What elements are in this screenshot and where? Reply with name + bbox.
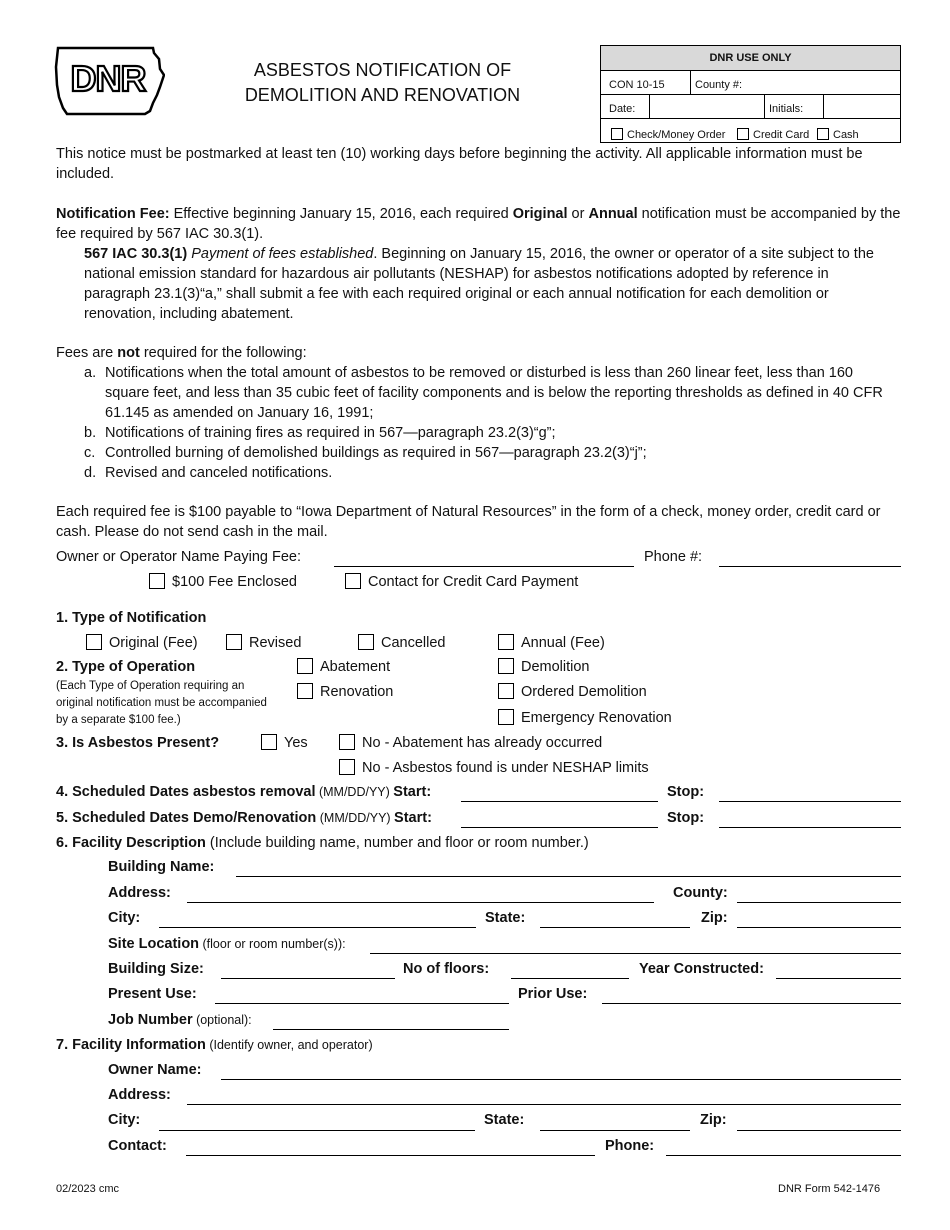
job-number-note: (optional):: [192, 1013, 252, 1027]
facility-state-label: State:: [485, 910, 526, 926]
owner-name-field[interactable]: [221, 1079, 901, 1080]
svg-text:DNR: DNR: [70, 58, 146, 99]
no-abatement-checkbox[interactable]: [339, 734, 355, 750]
section4-row: [56, 782, 431, 802]
fee-payable-paragraph: Each required fee is $100 payable to “Iowa Department of Natural Resources” in the form of a check, money order, credit card or cash. Please do not send cash in the mail.: [56, 504, 881, 540]
building-name-field[interactable]: [236, 876, 901, 877]
renovation-checkbox[interactable]: [297, 683, 313, 699]
section5-start-label: Start:: [394, 810, 432, 826]
list-marker-a: a.: [84, 365, 97, 381]
site-location-field[interactable]: [370, 953, 901, 954]
check-money-order-label: Check/Money Order: [627, 129, 726, 141]
facility-city-label: City:: [108, 910, 141, 926]
owner-address-field[interactable]: [187, 1104, 901, 1105]
year-constructed-field[interactable]: [776, 978, 901, 979]
initials-field[interactable]: [825, 95, 900, 117]
section4-title: 4. Scheduled Dates asbestos removal: [56, 784, 316, 800]
asbestos-yes-checkbox[interactable]: [261, 734, 277, 750]
demolition-checkbox[interactable]: [498, 658, 514, 674]
payment-phone-label: Phone #:: [644, 549, 703, 565]
cancelled-checkbox[interactable]: [358, 634, 374, 650]
dnr-logo: [53, 45, 165, 117]
list-marker-c: c.: [84, 445, 96, 461]
fees-not-bold: not: [117, 345, 140, 361]
owner-zip-label: Zip:: [700, 1112, 727, 1128]
revised-checkbox[interactable]: [226, 634, 242, 650]
job-number-row: [108, 1010, 252, 1030]
iac-paragraph: [84, 244, 894, 324]
building-size-field[interactable]: [221, 978, 395, 979]
iac-text: . Beginning on January 15, 2016, the owner or operator of a site subject to the national emission standard for hazardous air pollutants (NESHAP) for asbestos notifications adopted by reference in paragraph 23.1(3)“a,” shall submit a fee with each required original or each annual notification for each demolition or renovation, including abatement.: [84, 246, 874, 322]
abatement-label: Abatement: [320, 659, 391, 675]
owner-state-label: State:: [484, 1112, 525, 1128]
no-floors-field[interactable]: [511, 978, 629, 979]
demo-start-field[interactable]: [461, 827, 658, 828]
form-title-line1: ASBESTOS NOTIFICATION OF: [253, 60, 512, 80]
facility-county-label: County:: [673, 885, 728, 901]
present-use-label: Present Use:: [108, 986, 197, 1002]
section1-title: 1. Type of Notification: [56, 610, 207, 626]
section6-title: 6. Facility Description: [56, 835, 206, 851]
fee-enclosed-checkbox[interactable]: [149, 573, 165, 589]
section7-title: 7. Facility Information: [56, 1037, 206, 1053]
dnr-use-only-box: [600, 45, 901, 143]
demo-stop-field[interactable]: [719, 827, 901, 828]
section2-title: 2. Type of Operation: [56, 659, 196, 675]
iac-label: 567 IAC 30.3(1): [84, 246, 188, 262]
revised-label: Revised: [249, 635, 302, 651]
removal-start-field[interactable]: [461, 801, 658, 802]
removal-stop-field[interactable]: [719, 801, 901, 802]
demolition-label: Demolition: [521, 659, 590, 675]
facility-county-field[interactable]: [737, 902, 901, 903]
county-number-label: County #:: [695, 79, 743, 91]
iac-italic: Payment of fees established: [191, 246, 374, 262]
fee-or: or: [567, 206, 589, 222]
prior-use-field[interactable]: [602, 1003, 901, 1004]
owner-address-label: Address:: [108, 1087, 171, 1103]
owner-operator-field[interactable]: [334, 566, 634, 567]
initials-label: Initials:: [769, 103, 804, 115]
abatement-checkbox[interactable]: [297, 658, 313, 674]
section5-format: (MM/DD/YY): [316, 811, 395, 825]
annual-fee-checkbox[interactable]: [498, 634, 514, 650]
section6-heading: [56, 833, 589, 853]
site-location-row: [108, 934, 346, 954]
prior-use-label: Prior Use:: [518, 986, 588, 1002]
no-floors-label: No of floors:: [403, 961, 490, 977]
facility-state-field[interactable]: [540, 927, 690, 928]
facility-zip-field[interactable]: [737, 927, 901, 928]
owner-state-field[interactable]: [540, 1130, 690, 1131]
contact-field[interactable]: [186, 1155, 595, 1156]
payment-phone-field[interactable]: [719, 566, 901, 567]
list-marker-d: d.: [84, 465, 97, 481]
contact-credit-card-checkbox[interactable]: [345, 573, 361, 589]
credit-card-checkbox[interactable]: [737, 128, 749, 140]
contact-phone-field[interactable]: [666, 1155, 901, 1156]
ordered-demolition-label: Ordered Demolition: [521, 684, 647, 700]
facility-address-field[interactable]: [187, 902, 654, 903]
fees-not-required-heading: [56, 343, 307, 363]
section6-note: (Include building name, number and floor or room number.): [205, 835, 589, 851]
fees-not-2: required for the following:: [139, 345, 307, 361]
section7-note: (Identify owner, and operator): [205, 1038, 373, 1052]
list-marker-b: b.: [84, 425, 97, 441]
building-name-label: Building Name:: [108, 859, 215, 875]
facility-address-label: Address:: [108, 885, 171, 901]
dnr-use-only-title: DNR USE ONLY: [601, 46, 900, 71]
original-fee-checkbox[interactable]: [86, 634, 102, 650]
footer-form-number: DNR Form 542-1476: [778, 1183, 881, 1195]
iowa-state-outline-icon: [53, 45, 165, 117]
emergency-renovation-checkbox[interactable]: [498, 709, 514, 725]
section4-start-label: Start:: [393, 784, 432, 800]
list-item-c: Controlled burning of demolished buildings as required in 567—paragraph 23.2(3)“j”;: [105, 445, 647, 461]
section5-row: [56, 808, 432, 828]
present-use-field[interactable]: [215, 1003, 509, 1004]
facility-city-field[interactable]: [159, 927, 476, 928]
notification-fee-label: Notification Fee:: [56, 206, 170, 222]
form-title-line2: DEMOLITION AND RENOVATION: [244, 85, 521, 105]
no-neshap-label: No - Asbestos found is under NESHAP limits: [362, 760, 649, 776]
owner-city-label: City:: [108, 1112, 141, 1128]
annual-fee-label: Annual (Fee): [521, 635, 605, 651]
ordered-demolition-checkbox[interactable]: [498, 683, 514, 699]
emergency-renovation-label: Emergency Renovation: [521, 710, 672, 726]
job-number-field[interactable]: [273, 1029, 509, 1030]
dnr-date-field[interactable]: [651, 95, 763, 117]
site-location-label: Site Location: [108, 936, 200, 952]
year-constructed-label: Year Constructed:: [639, 961, 764, 977]
original-fee-label: Original (Fee): [109, 635, 198, 651]
no-neshap-checkbox[interactable]: [339, 759, 355, 775]
cancelled-label: Cancelled: [381, 635, 446, 651]
fee-text-1: Effective beginning January 15, 2016, each required: [169, 206, 513, 222]
owner-operator-label: Owner or Operator Name Paying Fee:: [56, 549, 301, 565]
notification-fee-paragraph: [56, 204, 901, 244]
section2-note: (Each Type of Operation requiring an original notification must be accompanied by a separate $100 fee.): [56, 680, 267, 726]
cash-checkbox[interactable]: [817, 128, 829, 140]
no-abatement-label: No - Abatement has already occurred: [362, 735, 603, 751]
list-item-d: Revised and canceled notifications.: [105, 465, 333, 481]
fee-enclosed-label: $100 Fee Enclosed: [172, 574, 297, 590]
list-item-a: Notifications when the total amount of asbestos to be removed or disturbed is less than 260 linear feet, less than 160 square feet, and less than 35 cubic feet of facility components and is below the reporting thresholds as defined in 40 CFR 61.145 as amended on January 16, 1991;: [105, 365, 883, 421]
fee-original: Original: [512, 206, 568, 222]
contact-label: Contact:: [108, 1138, 167, 1154]
owner-city-field[interactable]: [159, 1130, 475, 1131]
job-number-label: Job Number: [108, 1012, 193, 1028]
con-label: CON 10-15: [609, 79, 665, 91]
postmark-notice: This notice must be postmarked at least ten (10) working days before beginning the activity. All applicable information must be included.: [56, 146, 863, 182]
section7-heading: [56, 1035, 373, 1055]
cash-label: Cash: [833, 129, 859, 141]
fee-annual: Annual: [588, 206, 638, 222]
renovation-label: Renovation: [320, 684, 394, 700]
facility-zip-label: Zip:: [701, 910, 728, 926]
fees-not-1: Fees are: [56, 345, 118, 361]
list-item-b: Notifications of training fires as required in 567—paragraph 23.2(3)“g”;: [105, 425, 556, 441]
section5-title: 5. Scheduled Dates Demo/Renovation: [56, 810, 317, 826]
asbestos-yes-label: Yes: [284, 735, 308, 751]
owner-zip-field[interactable]: [737, 1130, 901, 1131]
owner-name-label: Owner Name:: [108, 1062, 202, 1078]
fee-text-2: notification must be accompanied by the fee required by 567 IAC 30.3(1).: [56, 206, 901, 242]
check-money-order-checkbox[interactable]: [611, 128, 623, 140]
section4-format: (MM/DD/YY): [315, 785, 394, 799]
dnr-date-label: Date:: [609, 103, 636, 115]
site-location-note: (floor or room number(s)):: [199, 937, 346, 951]
section5-stop-label: Stop:: [667, 810, 705, 826]
building-size-label: Building Size:: [108, 961, 204, 977]
credit-card-label: Credit Card: [753, 129, 810, 141]
contact-credit-card-label: Contact for Credit Card Payment: [368, 574, 579, 590]
section4-stop-label: Stop:: [667, 784, 705, 800]
section3-title: 3. Is Asbestos Present?: [56, 735, 220, 751]
contact-phone-label: Phone:: [605, 1138, 655, 1154]
footer-revision: 02/2023 cmc: [56, 1183, 119, 1195]
